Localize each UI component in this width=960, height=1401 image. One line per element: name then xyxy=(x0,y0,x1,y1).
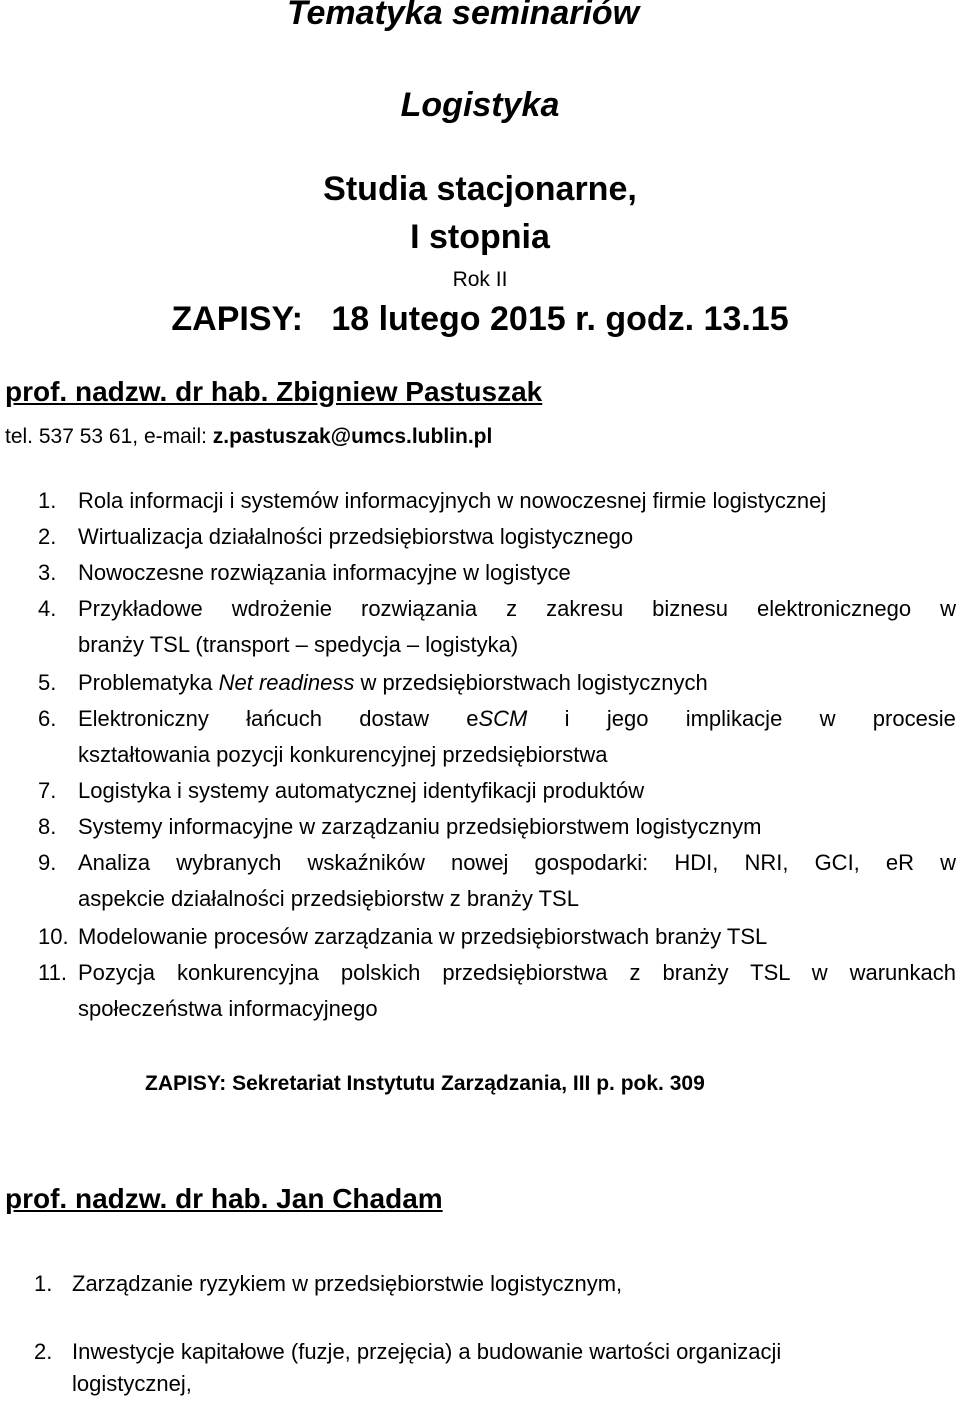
professor-name: prof. nadzw. dr hab. Jan Chadam xyxy=(5,1183,443,1214)
study-mode: Studia stacjonarne, xyxy=(323,170,637,208)
page-title: Tematyka seminariów xyxy=(287,0,640,32)
professor-name: prof. nadzw. dr hab. Zbigniew Pastuszak xyxy=(5,376,543,407)
contact-line xyxy=(5,425,492,449)
study-year: Rok II xyxy=(452,268,508,291)
subject-heading: Logistyka xyxy=(400,86,560,124)
study-level: I stopnia xyxy=(410,218,550,256)
topic-list: 1. Zarządzanie ryzykiem w przedsiębiorstwie logistycznym, 2. Inwestycje kapitałowe (fuzje, przejęcia) a budowanie wartości organizacji logistycznej, xyxy=(34,1271,782,1396)
enrolment-date: ZAPISY: 18 lutego 2015 r. godz. 13.15 xyxy=(171,300,789,338)
contact-email[interactable]: z.pastuszak@umcs.lublin.pl xyxy=(212,425,493,448)
contact-phone: tel. 537 53 61, e-mail: xyxy=(5,425,213,448)
topic-list: 1. Rola informacji i systemów informacyjnych w nowoczesnej firmie logistycznej 2. Wirtualizacja działalności przedsiębiorstwa logistycznego 3. Nowoczesne rozwiązania informacyjne w logistyce 4. Przykładowe wdrożenie rozwiązania z zakresu biznesu elektronicznego w branży TSL (transport – spedycja – logistyka) 5. Problematyka Net readiness w przedsiębiorstwach logistycznych 6. Elektroniczny łańcuch dostaw eSCM i jego implikacje w procesie kształtowania pozycji konkurencyjnej przedsiębiorstwa 7. Logistyka i systemy automatycznej identyfikacji produktów 8. Systemy informacyjne w zarządzaniu przedsiębiorstwem logistycznym 9. Analiza wybranych wskaźników nowej gospodarki: HDI, NRI, GCI, eR w aspekcie działalności przedsiębiorstw z branży TSL 10. Modelowanie procesów zarządzania w przedsiębiorstwach branży TSL 11. Pozycja konkurencyjna polskich przedsiębiorstwa z branży TSL w warunkach społeczeństwa informacyjnego xyxy=(38,488,956,1021)
enrolment-place: ZAPISY: Sekretariat Instytutu Zarządzania, III p. pok. 309 xyxy=(145,1072,705,1095)
